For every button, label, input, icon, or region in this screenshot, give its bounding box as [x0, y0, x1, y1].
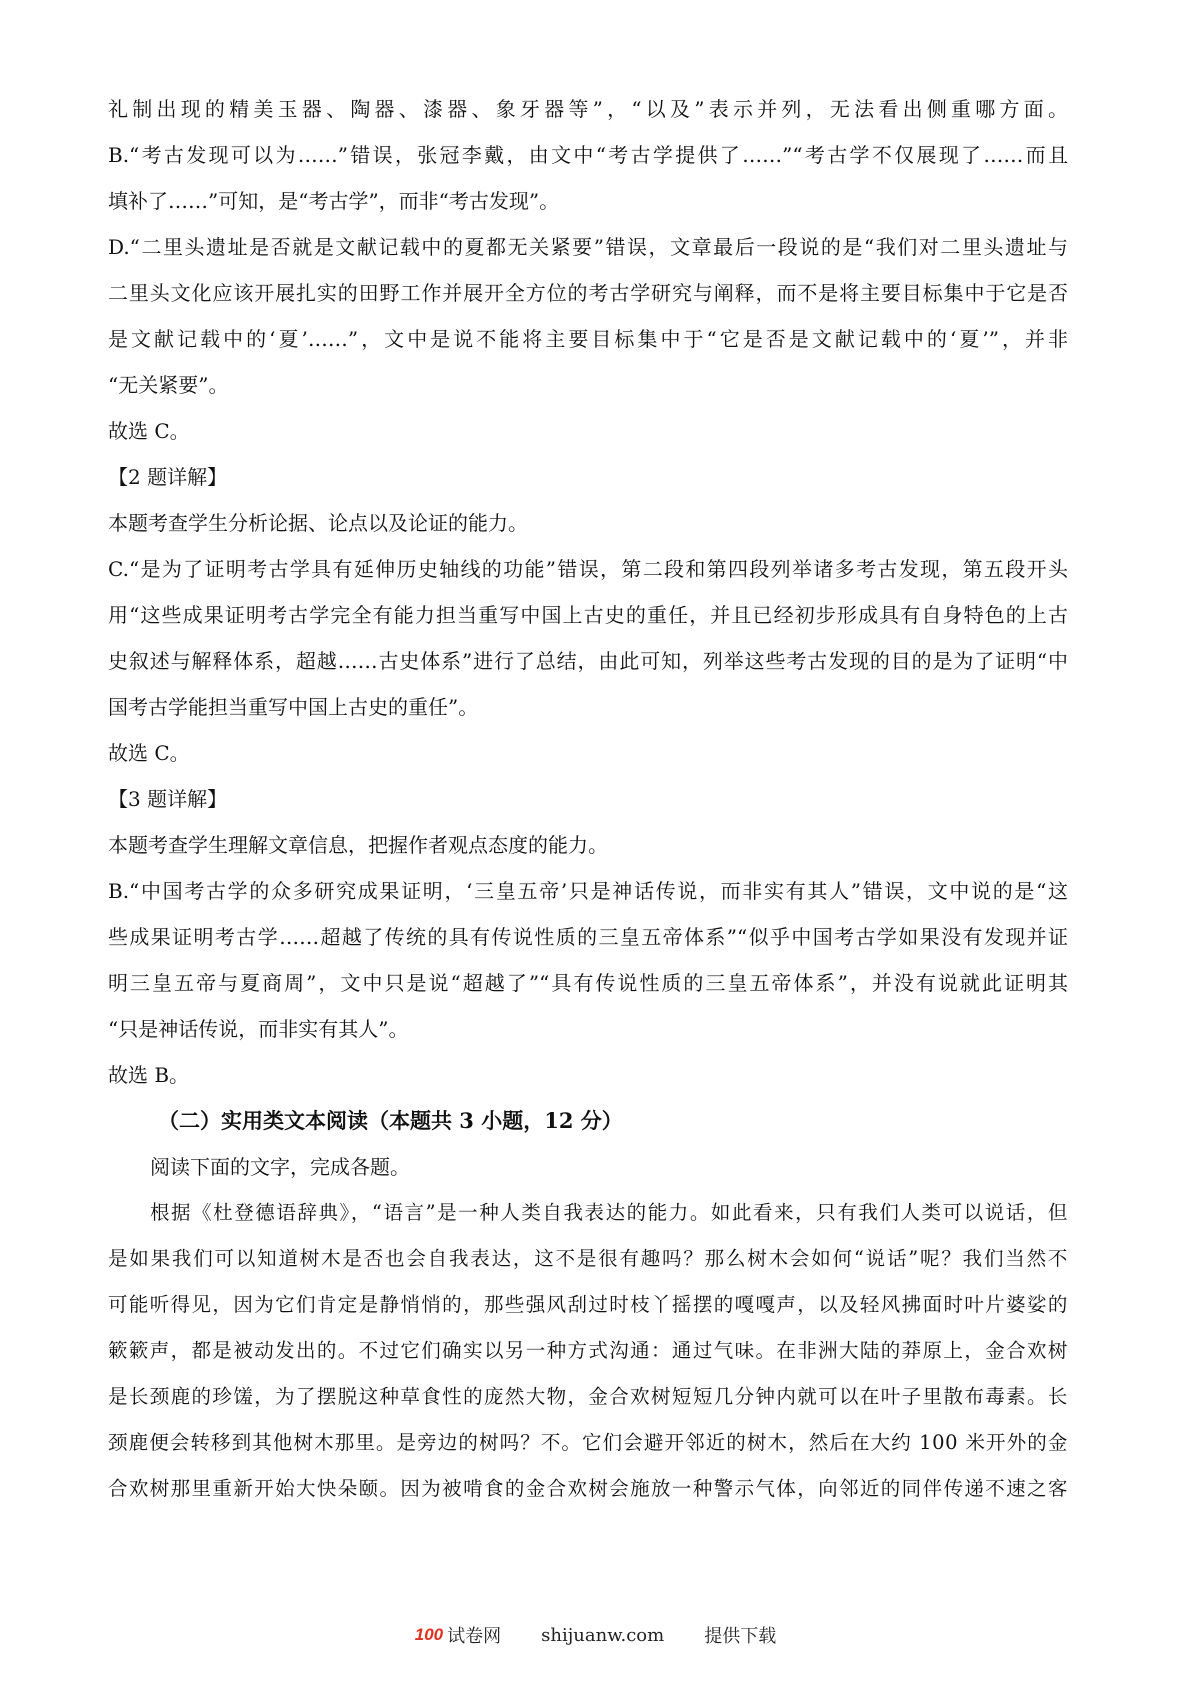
text-line: 明三皇五帝与夏商周”，文中只是说“超越了”“具有传说性质的三皇五帝体系”，并没有说就此证明其: [108, 971, 1068, 995]
footer-note: 提供下载: [704, 1626, 777, 1647]
text-line: 填补了……”可知，是“考古学”，而非“考古发现”。: [108, 189, 560, 213]
article-line: 可能听得见，因为它们肯定是静悄悄的，那些强风刮过时枝丫摇摆的嘎嘎声，以及轻风拂面时叶片婆娑的: [108, 1293, 1068, 1316]
article-line: 颈鹿便会转移到其他树木那里。是旁边的树吗？不。它们会避开邻近的树木，然后在大约 100 米开外的金: [108, 1431, 1068, 1454]
text-line: 二里头文化应该开展扎实的田野工作并展开全方位的考古学研究与阐释，而不是将主要目标集中于它是否: [108, 281, 1068, 305]
text-line: 国考古学能担当重写中国上古史的重任”。: [108, 695, 479, 719]
text-line: C.“是为了证明考古学具有延伸历史轴线的功能”错误，第二段和第四段列举诸多考古发现，第五段开头: [108, 557, 1068, 581]
text-line: 些成果证明考古学……超越了传统的具有传说性质的三皇五帝体系”“似乎中国考古学如果没有发现并证: [108, 925, 1068, 949]
text-line: D.“二里头遗址是否就是文献记载中的夏都无关紧要”错误，文章最后一段说的是“我们对二里头遗址与: [108, 235, 1068, 259]
text-line: 是文献记载中的‘夏’……”，文中是说不能将主要目标集中于“它是否是文献记载中的‘夏’”，并非: [108, 327, 1068, 351]
article-line: 根据《杜登德语辞典》，“语言”是一种人类自我表达的能力。如此看来，只有我们人类可以说话，但: [150, 1201, 1068, 1224]
answer-line: 故选 B。: [108, 1063, 190, 1087]
footer-domain: shijuanw.com: [541, 1624, 665, 1646]
text-line: 礼制出现的精美玉器、陶器、漆器、象牙器等”，“以及”表示并列，无法看出侧重哪方面。: [108, 97, 1068, 121]
article-line: 合欢树那里重新开始大快朵颐。因为被啃食的金合欢树会施放一种警示气体，向邻近的同伴传递不速之客: [108, 1477, 1068, 1500]
question-heading: 【2 题详解】: [108, 465, 228, 489]
article-line: 簌簌声，都是被动发出的。不过它们确实以另一种方式沟通：通过气味。在非洲大陆的莽原上，金合欢树: [108, 1339, 1068, 1362]
text-line: 本题考查学生理解文章信息，把握作者观点态度的能力。: [108, 833, 608, 857]
text-line: B.“中国考古学的众多研究成果证明，‘三皇五帝’只是神话传说，而非实有其人”错误，文中说的是“这: [108, 879, 1068, 903]
document-page: [108, 86, 1068, 1512]
text-line: 用“这些成果证明考古学完全有能力担当重写中国上古史的重任，并且已经初步形成具有自身特色的上古: [108, 603, 1068, 627]
question-heading: 【3 题详解】: [108, 787, 228, 811]
brand-name: 试卷网: [447, 1626, 502, 1647]
text-line: 史叙述与解释体系，超越……古史体系”进行了总结，由此可知，列举这些考古发现的目的是为了证明“中: [108, 649, 1068, 673]
page-footer: [0, 1620, 1191, 1650]
text-line: B.“考古发现可以为……”错误，张冠李戴，由文中“考古学提供了……”“考古学不仅展现了……而且: [108, 143, 1068, 167]
answer-line: 故选 C。: [108, 741, 190, 765]
text-line: “无关紧要”。: [108, 373, 229, 397]
logo-icon: 100: [414, 1625, 444, 1644]
answer-line: 故选 C。: [108, 419, 190, 443]
article-line: 是如果我们可以知道树木是否也会自我表达，这不是很有趣吗？那么树木会如何“说话”呢？我们当然不: [108, 1247, 1068, 1270]
article-line: 是长颈鹿的珍馐，为了摆脱这种草食性的庞然大物，金合欢树短短几分钟内就可以在叶子里散布毒素。长: [108, 1385, 1068, 1408]
footer-brand: [415, 1622, 501, 1648]
text-line: “只是神话传说，而非实有其人”。: [108, 1017, 409, 1041]
section-heading: （二）实用类文本阅读（本题共 3 小题，12 分）: [158, 1108, 623, 1133]
text-line: 本题考查学生分析论据、论点以及论证的能力。: [108, 511, 528, 535]
instruction-line: 阅读下面的文字，完成各题。: [150, 1155, 410, 1179]
